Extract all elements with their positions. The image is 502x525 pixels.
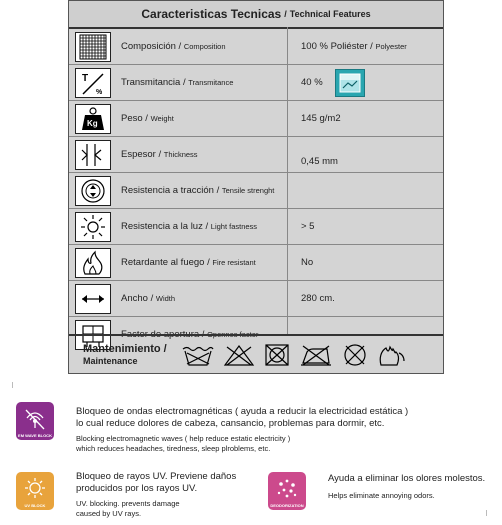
row-label: Retardante al fuego / Fire resistant [121,257,256,268]
svg-text:T: T [82,72,89,84]
value-text: No [301,257,314,268]
row-label: Ancho / Width [121,293,176,304]
row-label: Resistencia a la luz / Light fastness [121,221,258,232]
no-tumble-dry-icon [263,343,291,367]
label-en: Tensile strenght [221,186,275,195]
row-value [301,113,341,124]
label-en: Thickness [163,150,198,159]
value-text: 100 % Poliéster [301,41,368,52]
feature-text-es: Bloqueo de ondas electromagnéticas ( ayuda a reducir la electricidad estática ) lo cual reduce dolores de cabeza, cansancio, problemas para dormir, etc. [76,406,409,429]
feature-text-en: Blocking electromagnetic waves ( help reduce estatic electricity ) which reduces headaches, tiredness, sleep plroblems, etc. [76,434,291,453]
table-row [69,29,443,65]
label-es: Resistencia a la luz [121,221,203,232]
table-row [69,137,443,173]
fire-icon [75,248,111,278]
table-row [69,65,443,101]
svg-text:%: % [96,88,103,96]
wash-30-icon [181,343,215,367]
technical-features-table [68,0,444,374]
value-text: 145 g/m2 [301,113,341,124]
table-row [69,281,443,317]
feature-text-en: UV. blocking. prevents damage caused by UV rays. [76,499,180,518]
badge-caption: EM WAVE BLOCK [18,433,52,438]
label-en: Opennes factor [207,330,259,339]
row-label: Transmitancia / Transmitance [121,77,234,88]
feature-text-es: Ayuda a eliminar los olores molestos. [328,473,486,484]
tensile-icon [75,176,111,206]
title-en: Technical Features [289,9,371,19]
row-value [301,257,313,268]
care-icons [181,343,407,367]
value-en: Polyester [375,42,407,51]
sun-icon [75,212,111,242]
row-value [301,77,323,88]
title-es: Caracteristicas Tecnicas [141,7,282,21]
weight-icon [75,104,111,134]
row-label: Resistencia a tracción / Tensile strenght [121,185,275,196]
crop-mark [12,382,13,388]
badge-caption: UV BLOCK [24,503,46,508]
maintenance-es: Mantenimiento / [83,343,167,355]
table-row [69,101,443,137]
svg-text:Kg: Kg [87,118,98,128]
crop-mark [486,510,487,516]
thickness-icon [75,140,111,170]
label-en: Width [155,294,176,303]
table-row [69,245,443,281]
feature-uv-text [76,471,256,519]
label-en: Light fastness [210,222,258,231]
transmittance-icon [75,68,111,98]
maintenance-en: Maintenance [83,356,138,366]
row-value [301,221,314,232]
em-wave-block-icon [16,402,54,440]
row-value: 100 % Poliéster / Polyester [301,41,407,52]
feature-em-text [76,406,486,454]
label-es: Ancho [121,293,148,304]
table-row [69,173,443,209]
row-label: Factor de apertura / Opennes factor [121,329,259,340]
row-label: Composición / Composition [121,41,226,52]
label-en: Transmitance [188,78,234,87]
table-row [69,209,443,245]
feature-text-es: Bloqueo de rayos UV. Previene daños producidos por los rayos UV. [76,471,237,494]
feature-text-en: Helps eliminate annoying odors. [328,491,435,500]
value-text: > 5 [301,221,315,232]
uv-block-icon [16,472,54,510]
value-text: 0,45 mm [301,156,338,167]
transmittance-badge-icon [335,69,365,97]
hand-wash-icon [377,343,407,367]
label-es: Espesor [121,149,156,160]
label-es: Factor de apertura [121,329,200,340]
maintenance-label [83,343,181,367]
row-value [301,293,335,304]
width-icon [75,284,111,314]
label-es: Transmitancia [121,77,181,88]
value-text: 280 cm. [301,293,335,304]
row-label: Peso / Weight [121,113,174,124]
label-es: Retardante al fuego [121,257,205,268]
label-es: Composición [121,41,176,52]
deodorization-icon [268,472,306,510]
no-dry-clean-icon [341,343,369,367]
no-iron-icon [299,343,333,367]
maintenance-row [69,334,443,374]
grid-icon [75,32,111,62]
label-en: Composition [183,42,226,51]
value-text: 40 % [301,77,323,88]
feature-odor-text [328,473,498,501]
no-bleach-icon [223,343,255,367]
label-en: Fire resistant [212,258,256,267]
label-es: Peso [121,113,143,124]
row-value [301,156,338,167]
label-es: Resistencia a tracción [121,185,214,196]
table-title [69,1,443,29]
row-label: Espesor / Thickness [121,149,198,160]
label-en: Weight [150,114,174,123]
badge-caption: DEODORIZATION [270,503,304,508]
title-separator: / [284,9,287,19]
